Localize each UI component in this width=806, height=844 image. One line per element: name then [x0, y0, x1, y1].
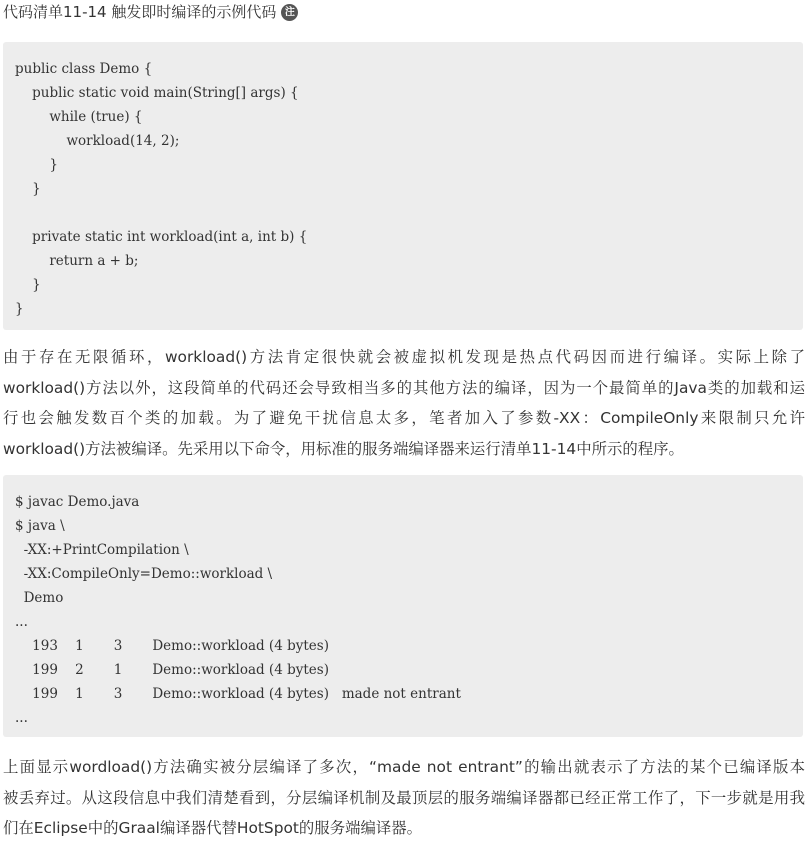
paragraph-tiered-compilation-result: [3, 752, 805, 844]
code-listing-demo-java: [3, 42, 803, 330]
code-line: 193 1 3 Demo::workload (4 bytes): [15, 638, 329, 654]
code-line: while (true) {: [15, 109, 143, 125]
paragraph-line: workload()方法被编译。先采用以下命令，用标准的服务端编译器来运行清单11-14中所示的程序。: [3, 439, 684, 458]
paragraph-line: 上面显示wordload()方法确实被分层编译了多次，“made not entrant”的输出就表示了方法的某个已编译版本: [3, 758, 805, 776]
code-line: 199 2 1 Demo::workload (4 bytes): [15, 662, 329, 678]
code-line: }: [15, 301, 24, 317]
code-line: $ javac Demo.java: [15, 494, 140, 510]
code-line: $ java \: [15, 518, 65, 534]
code-line: Demo: [15, 590, 64, 606]
paragraph-workload-explanation: [3, 342, 805, 464]
note-icon[interactable]: 注: [281, 4, 298, 21]
paragraph-line: workload()方法以外，这段简单的代码还会导致相当多的其他方法的编译，因为一个最简单的Java类的加载和运: [3, 378, 805, 397]
paragraph-line: 行也会触发数百个类的加载。为了避免干扰信息太多，笔者加入了参数-XX：CompileOnly来限制只允许: [3, 409, 805, 427]
code-line: return a + b;: [15, 253, 139, 269]
code-line: }: [15, 181, 41, 197]
code-line: workload(14, 2);: [15, 133, 180, 149]
code-listing-command-output: [3, 475, 803, 737]
caption-title: 代码清单11-14 触发即时编译的示例代码: [3, 3, 277, 21]
code-line: private static int workload(int a, int b) {: [15, 229, 308, 245]
code-line: 199 1 3 Demo::workload (4 bytes) made not entrant: [15, 686, 461, 702]
code-line: }: [15, 157, 58, 173]
paragraph-line: 由于存在无限循环，workload()方法肯定很快就会被虚拟机发现是热点代码因而进行编译。实际上除了: [3, 348, 805, 366]
code-line: }: [15, 277, 41, 293]
code-line: public static void main(String[] args) {: [15, 85, 299, 101]
paragraph-line: 们在Eclipse中的Graal编译器代替HotSpot的服务端编译器。: [3, 819, 423, 837]
code-line: ...: [15, 710, 28, 726]
code-listing-caption: [3, 0, 298, 24]
code-line: [15, 201, 791, 225]
code-line: ...: [15, 614, 28, 630]
code-line: public class Demo {: [15, 61, 153, 77]
code-line: -XX:+PrintCompilation \: [15, 542, 189, 558]
code-line: -XX:CompileOnly=Demo::workload \: [15, 566, 273, 582]
paragraph-line: 被丢弃过。从这段信息中我们清楚看到，分层编译机制及最顶层的服务端编译器都已经正常工作了，下一步就是用我: [3, 788, 805, 807]
